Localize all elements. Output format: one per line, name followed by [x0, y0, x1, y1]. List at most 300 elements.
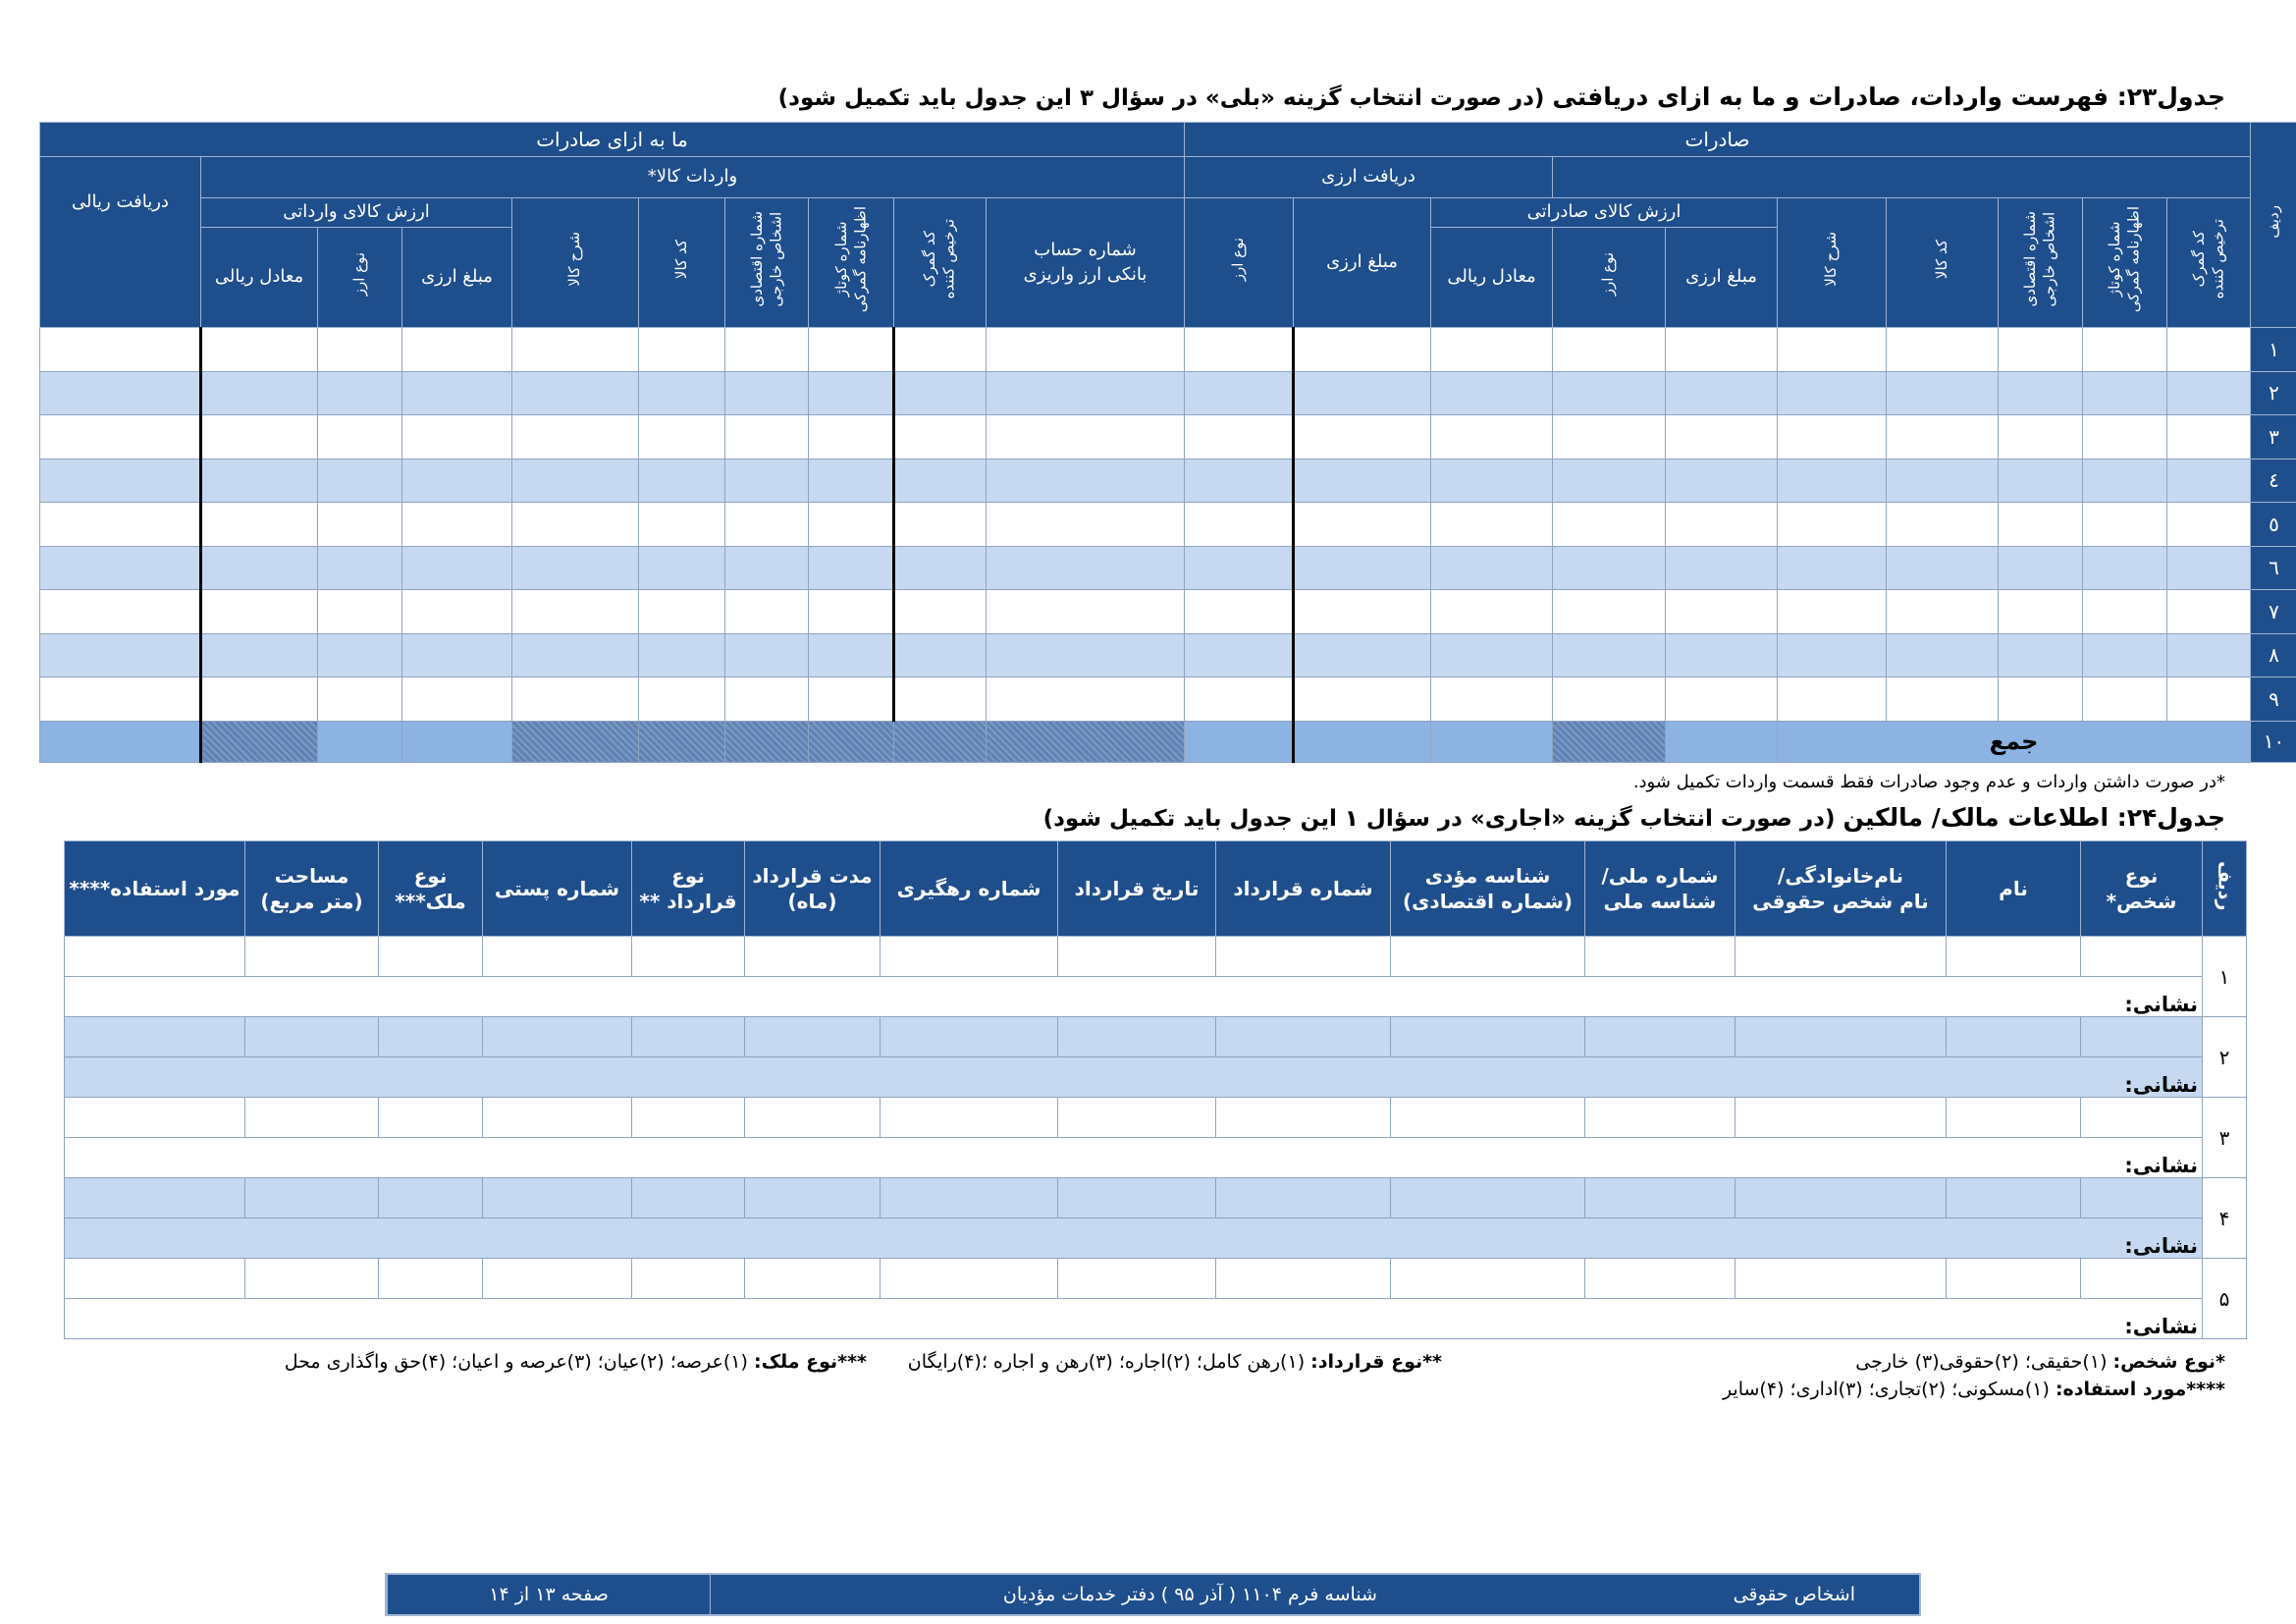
table23-cell[interactable] — [2083, 371, 2167, 415]
col-goods-code-exp: کد کالا — [1887, 198, 1999, 328]
table24-cell[interactable] — [1585, 937, 1735, 977]
table24-cell[interactable] — [65, 937, 245, 977]
table23-cell[interactable] — [639, 677, 725, 722]
table23-cell[interactable] — [1185, 459, 1294, 503]
table23-cell[interactable] — [201, 546, 318, 590]
table24-cell[interactable] — [881, 1098, 1058, 1138]
table23-cell[interactable] — [1185, 546, 1294, 590]
table23-cell[interactable] — [1431, 590, 1553, 634]
table23-cell[interactable] — [894, 546, 987, 590]
table23-cell[interactable] — [894, 633, 987, 677]
table23-cell[interactable] — [1294, 546, 1431, 590]
table23-cell[interactable] — [1666, 371, 1778, 415]
table24-cell[interactable] — [245, 1178, 379, 1218]
table23-row — [40, 633, 2296, 677]
table24-cell[interactable] — [1058, 937, 1216, 977]
table23-cell[interactable] — [1431, 546, 1553, 590]
table24-caption-lead: جدول۲۴: اطلاعات مالک/ مالکین — [1842, 803, 2225, 832]
table23-cell[interactable] — [201, 459, 318, 503]
sum-cell[interactable] — [1185, 721, 1294, 762]
table23-cell[interactable] — [725, 371, 809, 415]
table24-cell[interactable] — [65, 1178, 245, 1218]
t24-col-contract-no: شماره قرارداد — [1216, 841, 1391, 937]
table24-cell[interactable] — [245, 1259, 379, 1299]
table24-cell[interactable] — [745, 1098, 881, 1138]
table23-cell[interactable] — [2083, 590, 2167, 634]
table24-cell[interactable] — [632, 1098, 745, 1138]
table23-cell[interactable] — [1887, 415, 1999, 460]
col-fx-type-receipt: نوع ارز — [1185, 198, 1294, 328]
table23-cell[interactable] — [1666, 503, 1778, 547]
table23-cell[interactable] — [1294, 677, 1431, 722]
table23-cell[interactable] — [1553, 503, 1666, 547]
table23-cell[interactable] — [1666, 633, 1778, 677]
table23-cell[interactable] — [1666, 677, 1778, 722]
table23-cell[interactable] — [318, 459, 402, 503]
table23-cell[interactable] — [725, 546, 809, 590]
table23-cell[interactable] — [894, 371, 987, 415]
address-label: نشانی: — [2124, 1073, 2198, 1097]
table24-cell[interactable] — [1947, 1017, 2081, 1057]
table23-cell[interactable] — [639, 503, 725, 547]
table23-cell[interactable] — [1185, 633, 1294, 677]
t24-col-national-id: شماره ملی/ شناسه ملی — [1585, 841, 1735, 937]
sum-cell[interactable] — [512, 721, 639, 762]
table23-cell[interactable] — [1999, 415, 2083, 460]
table23-cell[interactable] — [201, 677, 318, 722]
table24-cell[interactable] — [245, 937, 379, 977]
table23-cell[interactable] — [512, 677, 639, 722]
table23-cell[interactable] — [40, 633, 201, 677]
table23-cell[interactable] — [987, 546, 1185, 590]
table23-cell[interactable] — [1887, 503, 1999, 547]
table24-cell[interactable] — [1391, 1017, 1585, 1057]
table23-cell[interactable] — [1553, 459, 1666, 503]
table23-caption-rest: (در صورت انتخاب گزینه «بلی» در سؤال ۳ این جدول باید تکمیل شود) — [777, 85, 1553, 111]
table24-cell[interactable] — [1216, 937, 1391, 977]
table23-cell[interactable] — [318, 633, 402, 677]
table24-cell[interactable] — [1216, 1178, 1391, 1218]
table23-cell[interactable] — [987, 503, 1185, 547]
table24-cell[interactable] — [632, 937, 745, 977]
table23-cell[interactable] — [1999, 677, 2083, 722]
table23-cell[interactable] — [1294, 371, 1431, 415]
table24-cell[interactable] — [2081, 1098, 2203, 1138]
table23-cell[interactable] — [1999, 546, 2083, 590]
table23-cell[interactable] — [201, 415, 318, 460]
table23-cell[interactable] — [201, 633, 318, 677]
table23-cell[interactable] — [1553, 328, 1666, 372]
table23-row — [40, 371, 2296, 415]
table23-cell[interactable] — [1887, 328, 1999, 372]
table23-cell[interactable] — [1887, 633, 1999, 677]
table23-cell[interactable] — [318, 677, 402, 722]
table24-cell[interactable] — [1391, 1098, 1585, 1138]
table24-address-row — [65, 977, 2247, 1017]
table23-cell[interactable] — [1431, 415, 1553, 460]
table23-footnote: *در صورت داشتن واردات و عدم وجود صادرات فقط قسمت واردات تکمیل شود. — [1632, 772, 2225, 792]
table23-cell[interactable] — [809, 590, 894, 634]
table23-cell[interactable] — [1999, 503, 2083, 547]
table24-cell[interactable] — [2081, 1178, 2203, 1218]
table23-cell[interactable] — [318, 503, 402, 547]
table24-cell[interactable] — [1391, 1178, 1585, 1218]
table23-cell[interactable] — [725, 503, 809, 547]
table23-cell[interactable] — [1553, 415, 1666, 460]
table24-cell[interactable] — [881, 1017, 1058, 1057]
table23-cell[interactable] — [1999, 371, 2083, 415]
table24-cell[interactable] — [483, 1017, 632, 1057]
table23-cell[interactable] — [809, 546, 894, 590]
table24-cell[interactable] — [1585, 1098, 1735, 1138]
table23-cell[interactable] — [639, 459, 725, 503]
table23-cell[interactable] — [318, 371, 402, 415]
table23-cell[interactable] — [40, 677, 201, 722]
table23-cell[interactable] — [1553, 633, 1666, 677]
table23-cell[interactable] — [1185, 415, 1294, 460]
table24-cell[interactable] — [483, 1098, 632, 1138]
table23-cell[interactable] — [987, 677, 1185, 722]
table23-cell[interactable] — [1431, 328, 1553, 372]
table23-cell[interactable] — [2167, 546, 2251, 590]
table24-cell[interactable] — [1735, 1178, 1947, 1218]
table23-cell[interactable] — [1778, 459, 1887, 503]
table23-cell[interactable] — [2167, 677, 2251, 722]
table23-cell[interactable] — [639, 633, 725, 677]
table23-cell[interactable] — [1778, 371, 1887, 415]
table24-cell[interactable] — [379, 1017, 483, 1057]
table23-cell[interactable] — [1185, 590, 1294, 634]
table24-cell[interactable] — [1735, 1098, 1947, 1138]
sum-cell[interactable] — [1431, 721, 1553, 762]
sum-cell[interactable] — [809, 721, 894, 762]
table24-cell[interactable] — [2081, 1017, 2203, 1057]
sum-cell[interactable] — [402, 721, 512, 762]
table23-cell[interactable] — [987, 590, 1185, 634]
table23-cell[interactable] — [894, 328, 987, 372]
subgroup-receipt-fx: دریافت ارزی — [1185, 157, 1553, 198]
table23-cell[interactable] — [639, 546, 725, 590]
sum-cell[interactable] — [894, 721, 987, 762]
table24-cell[interactable] — [2081, 937, 2203, 977]
table23-cell[interactable] — [1778, 677, 1887, 722]
note-property-type-text: (۱)عرصه؛ (۲)عیان؛ (۳)عرصه و اعیان؛ (۴)حق واگذاری محل — [284, 1351, 754, 1373]
table23-cell[interactable] — [1999, 459, 2083, 503]
table23-cell[interactable] — [1778, 503, 1887, 547]
table23-cell[interactable] — [1294, 415, 1431, 460]
table23-cell[interactable] — [402, 503, 512, 547]
table24-cell[interactable] — [1947, 937, 2081, 977]
sum-cell[interactable] — [725, 721, 809, 762]
table23-cell[interactable] — [512, 633, 639, 677]
table23-cell[interactable] — [725, 633, 809, 677]
table23-cell[interactable] — [1887, 459, 1999, 503]
table24-cell[interactable] — [379, 937, 483, 977]
table24-cell[interactable] — [379, 1178, 483, 1218]
table23-cell[interactable] — [318, 415, 402, 460]
table23-cell[interactable] — [894, 415, 987, 460]
table23-cell[interactable] — [201, 371, 318, 415]
t24-col-taxpayer-id: شناسه مؤدی (شماره اقتصادی) — [1391, 841, 1585, 937]
table24-cell[interactable] — [483, 1259, 632, 1299]
col-goods-desc-exp: شرح کالا — [1778, 198, 1887, 328]
sum-cell[interactable] — [639, 721, 725, 762]
table24-cell[interactable] — [745, 1259, 881, 1299]
table23-cell[interactable] — [2167, 633, 2251, 677]
t24-col-person-type: نوع شخص* — [2081, 841, 2203, 937]
table23-cell[interactable] — [1553, 677, 1666, 722]
table23-cell[interactable] — [639, 415, 725, 460]
sum-cell[interactable] — [1553, 721, 1666, 762]
table23-cell[interactable] — [1666, 415, 1778, 460]
table23-cell[interactable] — [402, 371, 512, 415]
table24-cell[interactable] — [65, 1098, 245, 1138]
table24-cell[interactable] — [1216, 1259, 1391, 1299]
table23-cell[interactable] — [2083, 503, 2167, 547]
row-number: ٤ — [2251, 459, 2296, 503]
table23-cell[interactable] — [2083, 415, 2167, 460]
table23-cell[interactable] — [1431, 459, 1553, 503]
table23-cell[interactable] — [2167, 328, 2251, 372]
table24-cell[interactable] — [1947, 1259, 2081, 1299]
table23-cell[interactable] — [1185, 328, 1294, 372]
table24-cell[interactable] — [1058, 1017, 1216, 1057]
sum-cell[interactable] — [987, 721, 1185, 762]
table23-cell[interactable] — [512, 590, 639, 634]
table23-cell[interactable] — [1294, 503, 1431, 547]
table23-cell[interactable] — [894, 503, 987, 547]
table23-cell[interactable] — [40, 415, 201, 460]
sum-label: جمع — [1778, 721, 2251, 762]
note-usage-text: (۱)مسکونی؛ (۲)تجاری؛ (۳)اداری؛ (۴)سایر — [1722, 1379, 2056, 1400]
table23-cell[interactable] — [2167, 590, 2251, 634]
note-contract-type — [908, 1351, 1442, 1373]
sum-cell[interactable] — [1294, 721, 1431, 762]
table23-cell[interactable] — [512, 546, 639, 590]
table23-cell[interactable] — [894, 677, 987, 722]
table24-cell[interactable] — [1735, 1259, 1947, 1299]
table23-cell[interactable] — [987, 459, 1185, 503]
footer-page-number: صفحه ۱۳ از ۱۴ — [387, 1575, 710, 1614]
table24-cell[interactable] — [65, 1017, 245, 1057]
table23-cell[interactable] — [987, 633, 1185, 677]
table24-cell[interactable] — [745, 1178, 881, 1218]
table23-cell[interactable] — [402, 546, 512, 590]
table23-cell[interactable] — [318, 328, 402, 372]
table23-cell[interactable] — [1431, 503, 1553, 547]
table23-cell[interactable] — [2167, 371, 2251, 415]
table23-cell[interactable] — [809, 328, 894, 372]
table23-cell[interactable] — [1553, 371, 1666, 415]
table23-cell[interactable] — [2083, 677, 2167, 722]
table23-cell[interactable] — [987, 328, 1185, 372]
table23-row — [40, 415, 2296, 460]
table23-row — [40, 721, 2296, 762]
t24-col-property-type: نوع ملک*** — [379, 841, 483, 937]
table24-cell[interactable] — [745, 1017, 881, 1057]
address-field[interactable] — [65, 1057, 2203, 1098]
table24-cell[interactable] — [881, 937, 1058, 977]
table24-cell[interactable] — [1216, 1098, 1391, 1138]
table23-cell[interactable] — [1294, 633, 1431, 677]
table23-cell[interactable] — [402, 415, 512, 460]
t24-col-usage: مورد استفاده**** — [65, 841, 245, 937]
table23-cell[interactable] — [402, 677, 512, 722]
table23-cell[interactable] — [1431, 633, 1553, 677]
table23-cell[interactable] — [2167, 415, 2251, 460]
table24-cell[interactable] — [1947, 1098, 2081, 1138]
table23-cell[interactable] — [725, 415, 809, 460]
table24-cell[interactable] — [745, 937, 881, 977]
table24-cell[interactable] — [1735, 937, 1947, 977]
table23-cell[interactable] — [318, 590, 402, 634]
table24-cell[interactable] — [1585, 1259, 1735, 1299]
table23-cell[interactable] — [1431, 677, 1553, 722]
table23-cell[interactable] — [2167, 459, 2251, 503]
table23-cell[interactable] — [1666, 459, 1778, 503]
table23-cell[interactable] — [1185, 677, 1294, 722]
table24-cell[interactable] — [1058, 1178, 1216, 1218]
table24-cell[interactable] — [65, 1259, 245, 1299]
table24-cell[interactable] — [1391, 937, 1585, 977]
sum-cell[interactable] — [40, 721, 201, 762]
table24-cell[interactable] — [379, 1259, 483, 1299]
table23-cell[interactable] — [201, 503, 318, 547]
table23-cell[interactable] — [809, 633, 894, 677]
table24-cell[interactable] — [379, 1098, 483, 1138]
table23-cell[interactable] — [1999, 328, 2083, 372]
table23-cell[interactable] — [2167, 503, 2251, 547]
table23-cell[interactable] — [201, 590, 318, 634]
table23-cell[interactable] — [40, 459, 201, 503]
table24-cell[interactable] — [1058, 1098, 1216, 1138]
table23-cell[interactable] — [894, 459, 987, 503]
table24-cell[interactable] — [483, 937, 632, 977]
table23-cell[interactable] — [40, 371, 201, 415]
table24-cell[interactable] — [1216, 1017, 1391, 1057]
row-number: ۷ — [2251, 590, 2296, 634]
table23-cell[interactable] — [2083, 546, 2167, 590]
table23-cell[interactable] — [725, 677, 809, 722]
table23-cell[interactable] — [1553, 590, 1666, 634]
table23-cell[interactable] — [1999, 590, 2083, 634]
table23-cell[interactable] — [987, 371, 1185, 415]
table23-cell[interactable] — [40, 328, 201, 372]
table23-cell[interactable] — [1999, 633, 2083, 677]
row-number: ۴ — [2203, 1178, 2247, 1259]
table23-cell[interactable] — [40, 590, 201, 634]
table24-cell[interactable] — [1947, 1178, 2081, 1218]
table23-cell[interactable] — [512, 459, 639, 503]
table23-cell[interactable] — [1294, 590, 1431, 634]
table24-cell[interactable] — [245, 1017, 379, 1057]
table23-cell[interactable] — [725, 328, 809, 372]
table23-cell[interactable] — [1887, 590, 1999, 634]
table24-cell[interactable] — [632, 1178, 745, 1218]
table23-cell[interactable] — [1294, 328, 1431, 372]
table23-cell[interactable] — [1294, 459, 1431, 503]
table23-cell[interactable] — [1778, 328, 1887, 372]
table24-cell[interactable] — [483, 1178, 632, 1218]
address-field[interactable] — [65, 1138, 2203, 1178]
table24-cell[interactable] — [632, 1259, 745, 1299]
sum-cell[interactable] — [318, 721, 402, 762]
table23-cell[interactable] — [1887, 546, 1999, 590]
table24-cell[interactable] — [1585, 1017, 1735, 1057]
table23-cell[interactable] — [2083, 459, 2167, 503]
table23-cell[interactable] — [639, 371, 725, 415]
table24-cell[interactable] — [1585, 1178, 1735, 1218]
table23-cell[interactable] — [2083, 328, 2167, 372]
table24-cell[interactable] — [1735, 1017, 1947, 1057]
table23-cell[interactable] — [1666, 328, 1778, 372]
address-field[interactable] — [65, 1299, 2203, 1339]
table23-cell[interactable] — [1887, 677, 1999, 722]
table23-cell[interactable] — [512, 503, 639, 547]
table23-cell[interactable] — [1185, 371, 1294, 415]
table23-cell[interactable] — [639, 590, 725, 634]
table23-cell[interactable] — [809, 371, 894, 415]
table23-cell[interactable] — [725, 590, 809, 634]
table23-cell[interactable] — [512, 371, 639, 415]
table23-cell[interactable] — [987, 415, 1185, 460]
table23-cell[interactable] — [402, 459, 512, 503]
table23-cell[interactable] — [1666, 546, 1778, 590]
table24-cell[interactable] — [881, 1259, 1058, 1299]
table23-cell[interactable] — [639, 328, 725, 372]
table23-cell[interactable] — [1431, 371, 1553, 415]
table23-cell[interactable] — [1666, 590, 1778, 634]
table23-cell[interactable] — [40, 546, 201, 590]
table23-cell[interactable] — [1553, 546, 1666, 590]
table23-cell[interactable] — [402, 590, 512, 634]
address-field[interactable] — [65, 1218, 2203, 1259]
table23-cell[interactable] — [809, 503, 894, 547]
table23-cell[interactable] — [809, 677, 894, 722]
table23-cell[interactable] — [402, 633, 512, 677]
table24-cell[interactable] — [245, 1098, 379, 1138]
table23-cell[interactable] — [809, 415, 894, 460]
table23-cell[interactable] — [402, 328, 512, 372]
table23-cell[interactable] — [1778, 546, 1887, 590]
table24-cell[interactable] — [881, 1178, 1058, 1218]
table23-cell[interactable] — [809, 459, 894, 503]
table23-cell[interactable] — [318, 546, 402, 590]
table23-cell[interactable] — [894, 590, 987, 634]
address-field[interactable] — [65, 977, 2203, 1017]
note-usage-label: ****مورد استفاده: — [2055, 1379, 2225, 1400]
table23-cell[interactable] — [201, 328, 318, 372]
table23-cell[interactable] — [725, 459, 809, 503]
table23-cell[interactable] — [1778, 415, 1887, 460]
table23-cell[interactable] — [2083, 633, 2167, 677]
table23-cell[interactable] — [1185, 503, 1294, 547]
table23-cell[interactable] — [40, 503, 201, 547]
table24-cell[interactable] — [2081, 1259, 2203, 1299]
sum-cell[interactable] — [201, 721, 318, 762]
table24-cell[interactable] — [1391, 1259, 1585, 1299]
table23-cell[interactable] — [512, 328, 639, 372]
sum-cell[interactable] — [1666, 721, 1778, 762]
table24-cell[interactable] — [1058, 1259, 1216, 1299]
table23-cell[interactable] — [1887, 371, 1999, 415]
table24-cell[interactable] — [632, 1017, 745, 1057]
row-number: ۲ — [2251, 371, 2296, 415]
table23-row — [40, 459, 2296, 503]
table23-cell[interactable] — [1778, 633, 1887, 677]
table23-cell[interactable] — [1778, 590, 1887, 634]
table23-cell[interactable] — [512, 415, 639, 460]
